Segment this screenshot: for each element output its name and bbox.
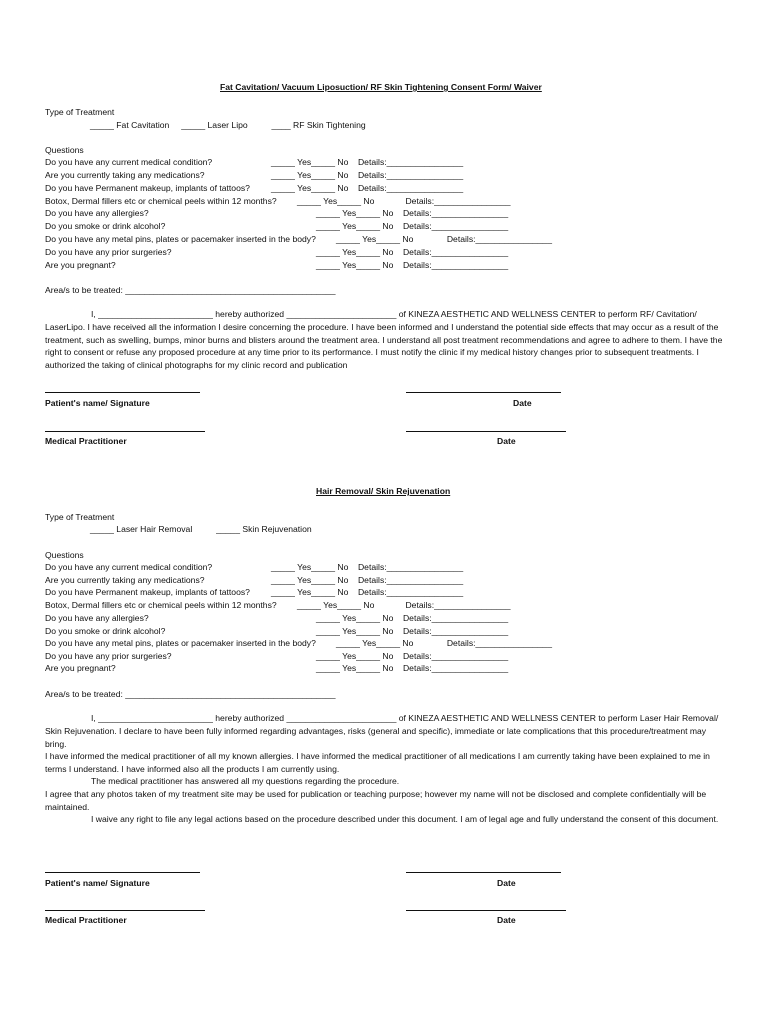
- question-text: Do you smoke or drink alcohol?: [45, 626, 166, 636]
- consent-paragraph: I, ________________________ hereby authorized _______________________ of KINEZA AESTHETIC AND WELLNESS CENTER to perform Laser Hair Removal/ Skin Rejuvenation. I declare to have been fully informed regarding advantages, risks (general and specific), immediate or late complications that this procedure/treatment may bring.: [45, 713, 719, 749]
- section-title: Hair Removal/ Skin Rejuvenation: [316, 486, 451, 496]
- answer-fields[interactable]: _____ Yes_____ No Details:________________: [271, 170, 464, 180]
- practitioner-signature-line[interactable]: [45, 431, 205, 432]
- type-of-treatment-label: Type of Treatment: [45, 512, 115, 522]
- practitioner-signature-line[interactable]: [45, 910, 205, 911]
- question-text: Do you have any current medical condition?: [45, 157, 213, 167]
- answer-fields[interactable]: _____ Yes_____ No Details:________________: [316, 626, 509, 636]
- questions-label: Questions: [45, 145, 84, 155]
- question-text: Do you have any allergies?: [45, 208, 149, 218]
- date-label: Date: [497, 878, 516, 888]
- patient-signature-line[interactable]: [45, 872, 200, 873]
- practitioner-signature-label: Medical Practitioner: [45, 436, 127, 446]
- date-label: Date: [513, 398, 532, 408]
- answer-fields[interactable]: _____ Yes_____ No Details:________________: [271, 183, 464, 193]
- question-text: Do you have any current medical condition?: [45, 562, 213, 572]
- date-line[interactable]: [406, 910, 566, 911]
- question-text: Are you currently taking any medications?: [45, 575, 205, 585]
- consent-paragraph: I waive any right to file any legal actions based on the procedure described under this document. I am of legal age and fully understand the consent of this document.: [91, 814, 719, 824]
- treatment-options[interactable]: _____ Fat Cavitation _____ Laser Lipo ____ RF Skin Tightening: [90, 120, 366, 130]
- patient-signature-label: Patient's name/ Signature: [45, 878, 150, 888]
- answer-fields[interactable]: _____ Yes_____ No Details:________________: [336, 638, 552, 648]
- question-text: Are you pregnant?: [45, 663, 116, 673]
- question-text: Do you have Permanent makeup, implants of tattoos?: [45, 183, 250, 193]
- answer-fields[interactable]: _____ Yes_____ No Details:________________: [297, 196, 511, 206]
- answer-fields[interactable]: _____ Yes_____ No Details:________________: [271, 157, 464, 167]
- type-of-treatment-label: Type of Treatment: [45, 107, 115, 117]
- date-line[interactable]: [406, 392, 561, 393]
- answer-fields[interactable]: _____ Yes_____ No Details:________________: [316, 663, 509, 673]
- question-text: Do you have any metal pins, plates or pacemaker inserted in the body?: [45, 234, 316, 244]
- date-line[interactable]: [406, 431, 566, 432]
- questions-label: Questions: [45, 550, 84, 560]
- treatment-options[interactable]: _____ Laser Hair Removal _____ Skin Rejuvenation: [90, 524, 312, 534]
- patient-signature-line[interactable]: [45, 392, 200, 393]
- areas-to-be-treated-field[interactable]: Area/s to be treated: ____________________________________________: [45, 285, 336, 295]
- answer-fields[interactable]: _____ Yes_____ No Details:________________: [336, 234, 552, 244]
- consent-paragraph: I agree that any photos taken of my treatment site may be used for publication or teaching purpose; however my name will not be disclosed and complete confidentially will be maintained.: [45, 789, 707, 812]
- answer-fields[interactable]: _____ Yes_____ No Details:________________: [316, 208, 509, 218]
- date-label: Date: [497, 436, 516, 446]
- form-title: Fat Cavitation/ Vacuum Liposuction/ RF Skin Tightening Consent Form/ Waiver: [220, 82, 542, 92]
- answer-fields[interactable]: _____ Yes_____ No Details:________________: [271, 575, 464, 585]
- question-text: Do you have Permanent makeup, implants of tattoos?: [45, 587, 250, 597]
- question-text: Do you smoke or drink alcohol?: [45, 221, 166, 231]
- consent-paragraph: I have informed the medical practitioner of all my known allergies. I have informed the medical practitioner of all medications I am currently taking have been explained to me in terms I understand. I have informed also all the products I am currently using.: [45, 751, 710, 774]
- question-text: Do you have any prior surgeries?: [45, 651, 172, 661]
- consent-paragraph: I, ________________________ hereby authorized _______________________ of KINEZA AESTHETIC AND WELLNESS CENTER to perform RF/ Cavitation/ LaserLipo. I have received all the information I desire concerning the procedure. I have been informed and I understand the potential side effects that may occur as a result of the treatment, such as swelling, bumps, minor burns and blisters around the treatment area. I understand all post treatment recommendations and agree to adhere to them. I have the right to consent or refuse any proposed procedure at any time prior to its performance. I must notify the clinic if my medical history changes prior to subsequent treatments. I authorized the taking of clinical photographs for my clinic record and publication: [45, 309, 723, 371]
- answer-fields[interactable]: _____ Yes_____ No Details:________________: [297, 600, 511, 610]
- question-text: Are you pregnant?: [45, 260, 116, 270]
- question-text: Botox, Dermal fillers etc or chemical peels within 12 months?: [45, 196, 277, 206]
- question-text: Do you have any prior surgeries?: [45, 247, 172, 257]
- question-text: Do you have any metal pins, plates or pacemaker inserted in the body?: [45, 638, 316, 648]
- areas-to-be-treated-field[interactable]: Area/s to be treated: ____________________________________________: [45, 689, 336, 699]
- question-text: Botox, Dermal fillers etc or chemical peels within 12 months?: [45, 600, 277, 610]
- answer-fields[interactable]: _____ Yes_____ No Details:________________: [316, 221, 509, 231]
- patient-signature-label: Patient's name/ Signature: [45, 398, 150, 408]
- answer-fields[interactable]: _____ Yes_____ No Details:________________: [316, 247, 509, 257]
- answer-fields[interactable]: _____ Yes_____ No Details:________________: [271, 562, 464, 572]
- consent-paragraph: The medical practitioner has answered all my questions regarding the procedure.: [91, 776, 400, 786]
- answer-fields[interactable]: _____ Yes_____ No Details:________________: [316, 613, 509, 623]
- answer-fields[interactable]: _____ Yes_____ No Details:________________: [316, 260, 509, 270]
- answer-fields[interactable]: _____ Yes_____ No Details:________________: [316, 651, 509, 661]
- question-text: Do you have any allergies?: [45, 613, 149, 623]
- date-line[interactable]: [406, 872, 561, 873]
- question-text: Are you currently taking any medications?: [45, 170, 205, 180]
- answer-fields[interactable]: _____ Yes_____ No Details:________________: [271, 587, 464, 597]
- practitioner-signature-label: Medical Practitioner: [45, 915, 127, 925]
- date-label: Date: [497, 915, 516, 925]
